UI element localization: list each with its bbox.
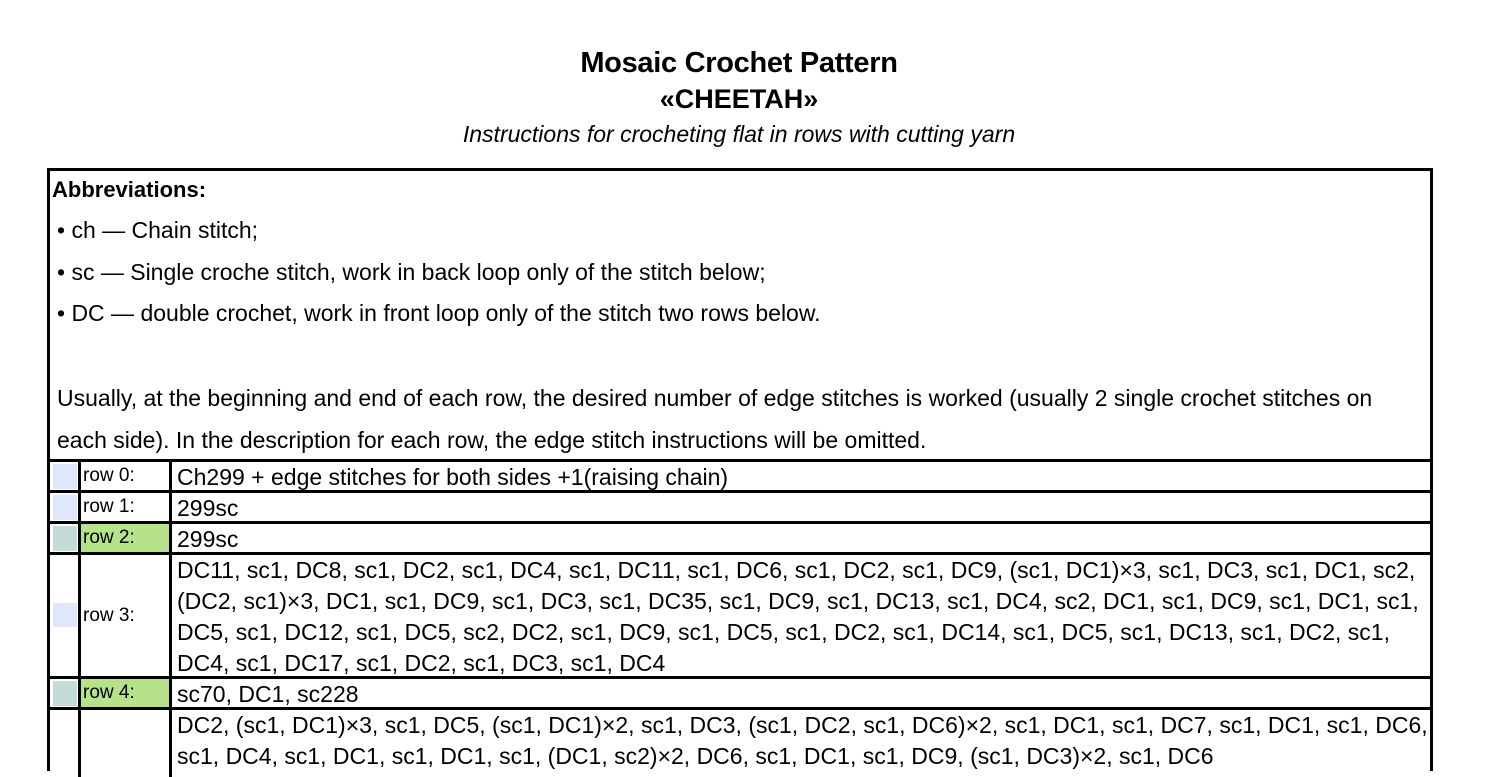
color-swatch-cell xyxy=(50,524,81,552)
page-title: Mosaic Crochet Pattern xyxy=(580,47,898,79)
row-instructions: Ch299 + edge stitches for both sides +1(raising chain) xyxy=(177,464,729,490)
row-instructions: DC11, sc1, DC8, sc1, DC2, sc1, DC4, sc1, DC11, sc1, DC6, sc1, DC2, sc1, DC9, (sc1, DC1)×3, sc1, DC3, sc1, DC1, sc2, (DC2, sc1)×3, DC1, sc1, DC9, sc1, DC3, sc1, DC35, sc1, DC9, sc1, DC13, sc1, DC4, sc2, DC1, sc1, DC9, sc1, DC1, sc1, DC5, sc1, DC12, sc1, DC5, sc2, DC2, sc1, DC9, sc1, DC5, sc1, DC2, sc1, DC14, sc1, DC5, sc1, DC13, sc1, DC2, sc1, DC4, sc1, DC17, sc1, DC2, sc1, DC3, sc1, DC4 xyxy=(177,557,1419,676)
table-row xyxy=(50,552,1430,676)
abbreviation-dc: • DC — double crochet, work in front loop only of the stitch two rows below. xyxy=(57,300,821,326)
row-instructions: DC2, (sc1, DC1)×3, sc1, DC5, (sc1, DC1)×2, sc1, DC3, (sc1, DC2, sc1, DC6)×2, sc1, DC1, sc1, DC7, sc1, DC1, sc1, DC6, sc1, DC4, sc1, DC1, sc1, DC1, sc1, (DC1, sc2)×2, DC6, sc1, DC1, sc1, DC9, (sc1, DC3)×2, sc1, DC6 xyxy=(177,712,1428,769)
color-swatch xyxy=(53,603,77,627)
row-label: row 3: xyxy=(81,555,172,676)
row-label: row 4: xyxy=(81,679,172,707)
color-swatch xyxy=(53,526,77,551)
abbreviation-ch: • ch — Chain stitch; xyxy=(57,217,259,243)
table-row xyxy=(50,459,1430,490)
abbreviations-title: Abbreviations: xyxy=(52,177,207,202)
color-swatch xyxy=(53,495,77,520)
row-label xyxy=(81,710,172,777)
row-label: row 1: xyxy=(81,493,172,521)
color-swatch-cell xyxy=(50,555,81,676)
color-swatch xyxy=(53,464,77,489)
row-label: row 2: xyxy=(81,524,172,552)
page-header xyxy=(0,44,1478,152)
color-swatch xyxy=(53,681,77,706)
rows-table xyxy=(50,459,1430,777)
pattern-name: «CHEETAH» xyxy=(659,84,819,114)
color-swatch-cell xyxy=(50,679,81,707)
instructions-box xyxy=(47,168,1433,771)
color-swatch-cell xyxy=(50,710,81,777)
pattern-tagline: Instructions for crocheting flat in rows with cutting yarn xyxy=(462,121,1016,147)
table-row xyxy=(50,676,1430,707)
table-row xyxy=(50,707,1430,777)
row-instructions: 299sc xyxy=(177,526,239,552)
color-swatch-cell xyxy=(50,462,81,490)
row-instructions: sc70, DC1, sc228 xyxy=(177,681,359,707)
table-row xyxy=(50,521,1430,552)
table-row xyxy=(50,490,1430,521)
color-swatch-cell xyxy=(50,493,81,521)
abbreviation-sc: • sc — Single croche stitch, work in back loop only of the stitch below; xyxy=(57,259,766,285)
row-instructions: 299sc xyxy=(177,495,239,521)
edge-stitch-note: Usually, at the beginning and end of each row, the desired number of edge stitches is worked (usually 2 single crochet stitches on each side). In the description for each row, the edge stitch instructions will be omitted. xyxy=(57,385,1373,453)
row-label: row 0: xyxy=(81,462,172,490)
